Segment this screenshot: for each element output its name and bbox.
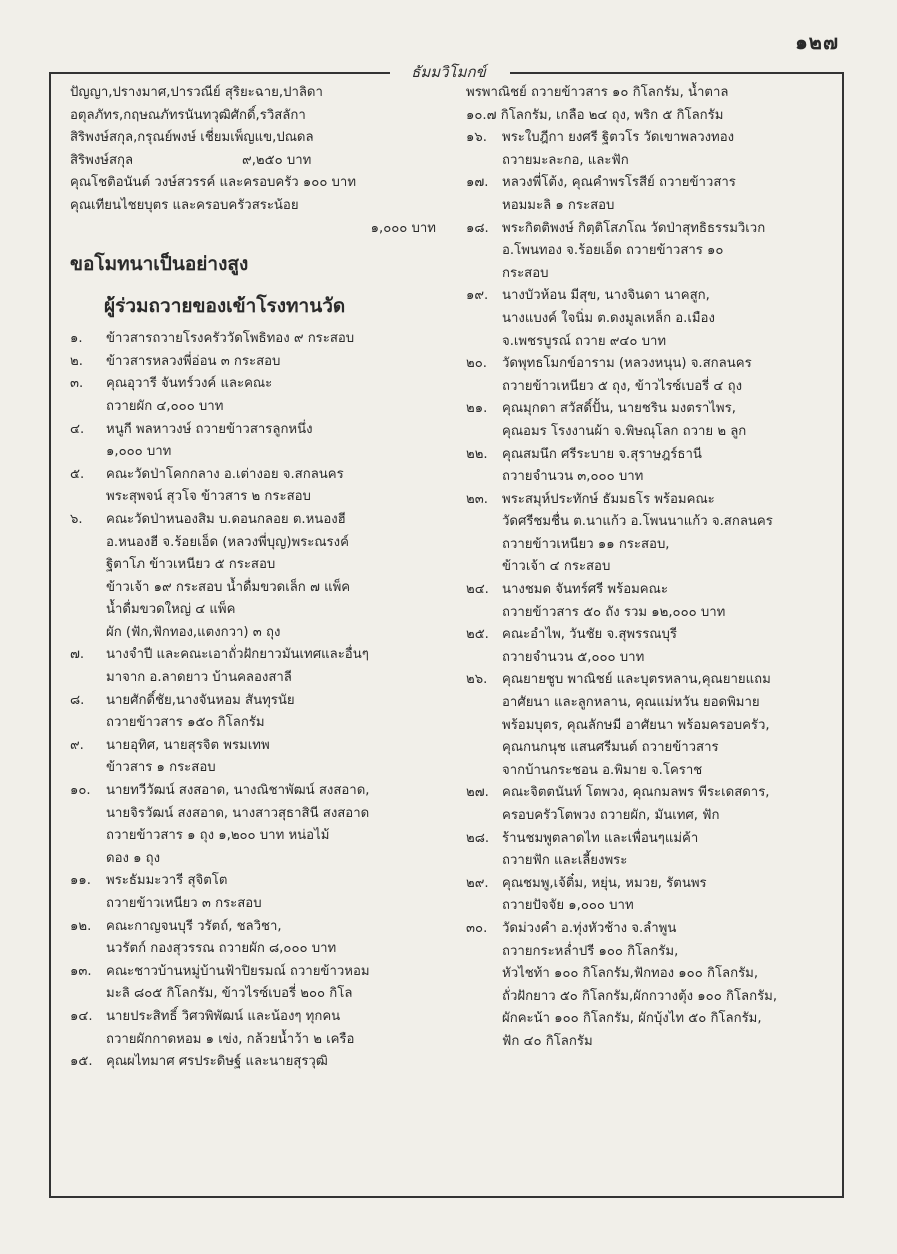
list-item-line: [466, 466, 834, 489]
item-text: ถวายข้าวสาร ๑๕๐ กิโลกรัม: [106, 715, 265, 731]
item-number: ๒.: [70, 353, 83, 369]
list-item-line: [466, 1031, 834, 1054]
list-item-line: [466, 534, 834, 557]
item-number: ๑๕.: [70, 1054, 93, 1070]
list-item-line: [466, 172, 834, 195]
item-number: ๓.: [70, 376, 84, 392]
item-text: คุณกนกนุช แสนศรีมนต์ ถวายข้าวสาร: [502, 740, 719, 756]
list-item-line: [466, 263, 834, 286]
list-item-line: [466, 1008, 834, 1031]
item-text: นางบัวห้อน มีสุข, นางจินดา นาคสูก,: [502, 288, 710, 304]
left-top-line: สิริพงษ์สกุล ๙,๒๕๐ บาท: [70, 152, 312, 168]
left-top-amount: ๑,๐๐๐ บาท: [370, 220, 436, 236]
item-number: ๑๒.: [70, 918, 92, 934]
item-number: ๒๕.: [466, 627, 489, 643]
left-top-line: สิริพงษ์สกุล,กรุณย์พงษ์ เชี่ยมเพ็ญแข,ปณดล: [70, 130, 314, 146]
item-text: ถวายข้าวเหนียว ๓ กระสอบ: [106, 896, 262, 911]
list-item-line: [70, 780, 442, 803]
list-item-line: [466, 444, 834, 467]
item-text: ถวายผัก ๔,๐๐๐ บาท: [106, 398, 224, 414]
list-item-line: [466, 918, 834, 941]
item-text: วัดม่วงคำ อ.ทุ่งหัวช้าง จ.ลำพูน: [502, 920, 677, 936]
item-number: ๒๘.: [466, 830, 490, 846]
item-number: ๑๑.: [70, 873, 91, 889]
item-text: ถวายมะละกอ, และฟัก: [502, 152, 629, 168]
item-text: พระธัมมะวารี สุจิตโต: [106, 873, 228, 889]
item-text: ฟัก ๔๐ กิโลกรัม: [502, 1033, 593, 1049]
list-item-line: [466, 624, 834, 647]
item-text: ถวายข้าวเหนียว ๕ ถุง, ข้าวไรซ์เบอรี่ ๔ ถุง: [502, 378, 743, 394]
item-text: นางแบงค์ ใจนิ่ม ต.ดงมูลเหล็ก อ.เมือง: [502, 310, 715, 326]
item-text: วัดศรีชมชื่น ต.นาแก้ว อ.โพนนาแก้ว จ.สกลนคร: [502, 514, 773, 530]
item-text: พระกิตติพงษ์ กิตฺติโสภโณ วัดป่าสุทธิธรรมวิเวก: [502, 220, 766, 236]
list-item-line: [466, 963, 834, 986]
item-text: กระสอบ: [502, 265, 549, 281]
item-text: น้ำดื่มขวดใหญ่ ๔ แพ็ค: [106, 602, 236, 618]
item-number: ๕.: [70, 466, 85, 482]
item-text: คณะอำไพ, วันชัย จ.สุพรรณบุรี: [502, 627, 677, 643]
list-item-line: [70, 870, 442, 893]
item-text: ถวายปัจจัย ๑,๐๐๐ บาท: [502, 898, 634, 914]
item-text: นางชมด จันทร์ศรี พร้อมคณะ: [502, 582, 668, 598]
item-number: ๒๖.: [466, 672, 488, 688]
list-item-line: [466, 986, 834, 1009]
item-number: ๑.: [70, 331, 83, 347]
list-item-line: [70, 848, 442, 871]
list-item-line: [466, 873, 834, 896]
list-item-line: [466, 715, 834, 738]
list-item-line: [466, 150, 834, 173]
item-text: ถวายฟัก และเลี้ยงพระ: [502, 853, 628, 869]
item-number: ๗.: [70, 647, 85, 663]
list-item-line: [466, 489, 834, 512]
item-text: นายอุทิศ, นายสุรจิต พรมเทพ: [106, 737, 270, 753]
item-text: มะลิ ๘๐๕ กิโลกรัม, ข้าวไรซ์เบอรี่ ๒๐๐ กิโล: [106, 986, 353, 1002]
item-number: ๒๒.: [466, 446, 488, 462]
item-number: ๘.: [70, 692, 85, 708]
list-item-line: [466, 376, 834, 399]
list-item-line: [70, 419, 442, 442]
list-item-line: [70, 893, 442, 916]
item-text: คุณอมร โรงงานผ้า จ.พิษณุโลก ถวาย ๒ ลูก: [502, 423, 747, 439]
list-item-line: [70, 690, 442, 713]
running-title: ธัมมวิโมกข์: [411, 63, 486, 81]
list-item-line: [466, 285, 834, 308]
item-text: คุณผไทมาศ ศรประดิษฐ์ และนายสุรวุฒิ: [106, 1054, 328, 1070]
list-item-line: [70, 983, 442, 1006]
list-item-line: [70, 554, 442, 577]
list-item-line: [466, 850, 834, 873]
list-item-line: [70, 757, 442, 780]
item-number: ๒๙.: [466, 875, 489, 891]
item-text: ดอง ๑ ถุง: [106, 850, 161, 866]
item-text: ข้าวเจ้า ๔ กระสอบ: [502, 559, 611, 575]
list-item-line: [70, 1006, 442, 1029]
list-item-line: [70, 644, 442, 667]
item-text: จ.เพชรบูรณ์ ถวาย ๙๔๐ บาท: [502, 333, 667, 349]
item-text: ฐิตาโภ ข้าวเหนียว ๕ กระสอบ: [106, 557, 276, 573]
item-text: ถวายจำนวน ๕,๐๐๐ บาท: [502, 649, 645, 665]
item-text: นายจิรวัฒน์ สงสอาด, นางสาวสุธาสินี สงสอาด: [106, 805, 370, 821]
list-item-line: [466, 941, 834, 964]
list-item-line: [466, 895, 834, 918]
item-text: คุณสมนึก ศรีระบาย จ.สุราษฎร์ธานี: [502, 446, 702, 462]
item-number: ๒๑.: [466, 401, 488, 417]
list-item-line: [70, 1029, 442, 1052]
list-item-line: [466, 353, 834, 376]
item-text: ถวายข้าวสาร ๕๐ ถัง รวม ๑๒,๐๐๐ บาท: [502, 604, 726, 620]
list-item-line: [70, 441, 442, 464]
item-text: พระสุพจน์ สุวโจ ข้าวสาร ๒ กระสอบ: [106, 489, 311, 505]
list-item-line: [70, 916, 442, 939]
item-text: คณะจิตตนันท์ โตพวง, คุณกมลพร พีระเดสดาร,: [502, 785, 770, 801]
item-text: นายประสิทธิ์ วิศวพิพัฒน์ และน้องๆ ทุกคน: [106, 1008, 341, 1024]
list-item-line: [70, 599, 442, 622]
right-intro-line: ๑๐.๗ กิโลกรัม, เกลือ ๒๔ ถุง, พริก ๕ กิโลกรัม: [466, 107, 724, 123]
item-text: นายศักดิ์ชัย,นางจันหอม สันทุรนัย: [106, 692, 295, 708]
item-number: ๑๘.: [466, 220, 489, 236]
list-item-line: [466, 195, 834, 218]
left-top-line: ปัญญา,ปรางมาศ,ปารวณีย์ สุริยะฉาย,ปาลิดา: [70, 85, 323, 100]
list-item-line: [466, 669, 834, 692]
item-number: ๒๐.: [466, 356, 487, 372]
list-item-line: [466, 556, 834, 579]
list-item-line: [466, 308, 834, 331]
list-item-line: [466, 647, 834, 670]
item-text: ครอบครัวโตพวง ถวายผัก, มันเทศ, ฟัก: [502, 808, 720, 823]
list-item-line: [466, 737, 834, 760]
left-top-line: อตุลภัทร,กฤษณภัทรนันทวุฒิศักดิ์,รวิสลักา: [70, 107, 306, 123]
list-item-line: [70, 712, 442, 735]
list-item-line: [466, 240, 834, 263]
left-top-line: คุณโชติอนันต์ วงษ์สวรรค์ และครอบครัว ๑๐๐ บาท: [70, 175, 357, 191]
list-item-line: [466, 511, 834, 534]
item-text: ข้าวเจ้า ๑๙ กระสอบ น้ำดื่มขวดเล็ก ๗ แพ็ค: [106, 579, 351, 595]
list-item-line: [70, 667, 442, 690]
item-text: ข้าวสารหลวงพี่อ่อน ๓ กระสอบ: [106, 353, 281, 369]
item-text: ถั่วฝักยาว ๕๐ กิโลกรัม,ผักกวางตุ้ง ๑๐๐ กิโลกรัม,: [502, 988, 778, 1004]
list-item-line: [70, 351, 442, 374]
item-number: ๒๔.: [466, 582, 489, 598]
list-item-line: [70, 328, 442, 351]
item-text: จากบ้านกระชอน อ.พิมาย จ.โคราช: [502, 762, 703, 778]
item-number: ๒๗.: [466, 785, 489, 801]
item-text: คณะชาวบ้านหมู่บ้านฟ้าปิยรมณ์ ถวายข้าวหอม: [106, 963, 370, 979]
item-number: ๑๔.: [70, 1008, 93, 1024]
item-text: นายทวีวัฒน์ สงสอาด, นางณิชาพัฒน์ สงสอาด,: [106, 783, 370, 799]
item-text: อาศัยนา และลูกหลาน, คุณแม่หวัน ยอดพิมาย: [502, 695, 760, 711]
right-donor-list: [466, 127, 834, 1053]
item-text: พร้อมบุตร, คุณลักษมี อาศัยนา พร้อมครอบครัว,: [502, 717, 770, 733]
item-text: หัวไชท้า ๑๐๐ กิโลกรัม,ฟักทอง ๑๐๐ กิโลกรัม,: [502, 966, 759, 982]
item-number: ๔.: [70, 421, 85, 437]
right-column: [466, 82, 834, 1054]
item-text: นางจำปี และคณะเอาถั่วฝักยาวมันเทศและอื่นๆ: [106, 647, 369, 663]
list-item-line: [70, 938, 442, 961]
left-donor-list: [70, 328, 442, 1074]
item-text: มาจาก อ.ลาดยาว บ้านคลองสาลี: [106, 670, 292, 686]
list-item-line: [70, 373, 442, 396]
list-item-line: [466, 805, 834, 828]
item-text: คณะวัดป่าหนองสิม บ.ดอนกลอย ต.หนองฮี: [106, 511, 346, 527]
item-text: ผักคะน้า ๑๐๐ กิโลกรัม, ผักบุ้งไท ๕๐ กิโลกรัม,: [502, 1011, 762, 1027]
item-text: ข้าวสาร ๑ กระสอบ: [106, 760, 216, 776]
list-item-line: [466, 398, 834, 421]
list-item-line: [466, 760, 834, 783]
right-intro-line: พรพาณิชย์ ถวายข้าวสาร ๑๐ กิโลกรัม, น้ำตาล: [466, 85, 729, 100]
item-text: พระใบฎีกา ยงศรี ฐิตวโร วัดเขาพลวงทอง: [502, 130, 735, 146]
list-item-line: [70, 735, 442, 758]
item-text: อ.หนองฮี จ.ร้อยเอ็ด (หลวงพี่บุญ)พระณรงค์: [106, 534, 349, 550]
heading-donors: ผู้ร่วมถวายของเข้าโรงทานวัด: [104, 295, 346, 318]
list-item-line: [466, 602, 834, 625]
list-item-line: [70, 396, 442, 419]
item-text: อ.โพนทอง จ.ร้อยเอ็ด ถวายข้าวสาร ๑๐: [502, 243, 724, 259]
list-item-line: [466, 782, 834, 805]
item-text: คุณอุวารี จันทร์วงค์ และคณะ: [106, 376, 273, 392]
item-text: หนูกี พลหาวงษ์ ถวายข้าวสารลูกหนึ่ง: [106, 421, 313, 437]
list-item-line: [70, 509, 442, 532]
item-text: ถวายข้าวเหนียว ๑๑ กระสอบ,: [502, 536, 670, 552]
item-number: ๑๓.: [70, 963, 92, 979]
item-text: คณะกาญจนบุรี วรัตถ์, ชลวิชา,: [106, 918, 282, 934]
item-text: ร้านชมพูตลาดไท และเพื่อนๆแม่ค้า: [502, 830, 699, 846]
list-item-line: [466, 218, 834, 241]
item-text: คุณยายชูบ พาณิชย์ และบุตรหลาน,คุณยายแถม: [502, 672, 771, 688]
item-text: ๑,๐๐๐ บาท: [106, 444, 172, 460]
list-item-line: [70, 486, 442, 509]
item-number: ๙.: [70, 737, 84, 753]
list-item-line: [70, 577, 442, 600]
left-top-line: คุณเทียนไชยบุตร และครอบครัวสระน้อย: [70, 197, 299, 213]
left-column: [70, 82, 442, 1074]
list-item-line: [70, 961, 442, 984]
heading-thanks: ขอโมทนาเป็นอย่างสูง: [70, 253, 249, 276]
item-text: ผัก (ฟัก,ฟักทอง,แตงกวา) ๓ ถุง: [106, 624, 281, 640]
list-item-line: [466, 692, 834, 715]
list-item-line: [70, 1051, 442, 1074]
item-text: ถวายจำนวน ๓,๐๐๐ บาท: [502, 469, 644, 485]
item-text: หอมมะลิ ๑ กระสอบ: [502, 197, 615, 213]
item-text: คณะวัดป่าโคกกลาง อ.เต่างอย จ.สกลนคร: [106, 466, 344, 482]
item-number: ๑๗.: [466, 175, 489, 191]
item-number: ๓๐.: [466, 920, 488, 936]
list-item-line: [466, 331, 834, 354]
item-number: ๖.: [70, 511, 83, 527]
item-number: ๑๙.: [466, 288, 489, 304]
list-item-line: [70, 464, 442, 487]
item-number: ๑๐.: [70, 783, 91, 799]
item-text: คุณชมพู,เจ้ติ๋ม, หยุ่น, หมวย, รัตนพร: [502, 875, 707, 891]
list-item-line: [466, 828, 834, 851]
item-text: ข้าวสารถวายโรงครัววัดโพธิทอง ๙ กระสอบ: [106, 331, 355, 347]
list-item-line: [466, 579, 834, 602]
list-item-line: [466, 127, 834, 150]
item-text: ถวายผักกาดหอม ๑ เข่ง, กล้วยน้ำว้า ๒ เครือ: [106, 1031, 355, 1047]
item-text: พระสมุห์ประทักษ์ ธัมมธโร พร้อมคณะ: [502, 491, 715, 507]
item-number: ๒๓.: [466, 491, 488, 507]
list-item-line: [70, 803, 442, 826]
page-number: ๑๒๗: [795, 30, 839, 54]
item-number: ๑๖.: [466, 130, 487, 146]
item-text: หลวงพี่โต้ง, คุณคำพรโรสีย์ ถวายข้าวสาร: [502, 175, 736, 191]
item-text: ถวายข้าวสาร ๑ ถุง ๑,๒๐๐ บาท หน่อไม้: [106, 828, 330, 844]
list-item-line: [70, 825, 442, 848]
list-item-line: [70, 622, 442, 645]
list-item-line: [70, 532, 442, 555]
item-text: ถวายกระหล่ำปรี ๑๐๐ กิโลกรัม,: [502, 943, 679, 959]
item-text: นวรัตก์ กองสุวรรณ ถวายผัก ๘,๐๐๐ บาท: [106, 941, 337, 957]
item-text: วัดพุทธโมกข์อาราม (หลวงหนุน) จ.สกลนคร: [502, 356, 752, 372]
item-text: คุณมุกดา สวัสดิ์ปั้น, นายชริน มงตราไพร,: [502, 401, 736, 417]
list-item-line: [466, 421, 834, 444]
